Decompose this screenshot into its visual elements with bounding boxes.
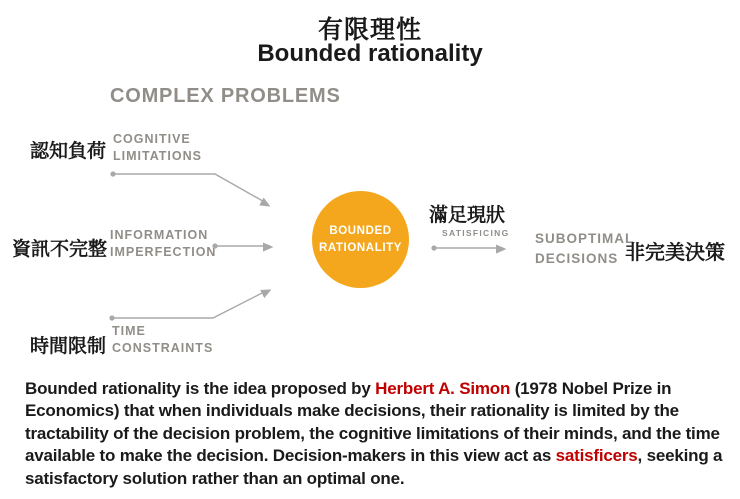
paragraph-text: , seeking a satisfactory solution rather than an optimal one.: [25, 446, 723, 488]
highlighted-term: Herbert A. Simon: [375, 379, 511, 398]
arrow-cognitive-to-center-icon: [113, 174, 268, 204]
title-chinese: 有限理性: [317, 16, 422, 44]
input-cognitive-en-label: [113, 131, 202, 165]
title-english: Bounded rationality: [257, 40, 483, 67]
circle-label-line1: BOUNDED: [329, 224, 392, 237]
arrow-time-to-center-icon: [112, 290, 268, 318]
suboptimal-decisions-label: [535, 229, 634, 269]
paragraph-text: (1978 Nobel Prize in Economics) that when individuals make decisions, their rationality is limited by the tractability of the decision problem, the cognitive limitations of their minds, and the time available to make the decision. Decision-makers in this view act as: [25, 379, 720, 466]
diagram-header-complex-problems: COMPLEX PROBLEMS: [110, 85, 341, 107]
input-information-zh-label: 資訊不完整: [12, 239, 108, 260]
satisficing-en-label: SATISFICING: [442, 228, 510, 238]
input-cognitive-zh-label: 認知負荷: [30, 141, 107, 162]
input-time-en-line1: TIME: [112, 324, 146, 338]
input-information-en-line1: INFORMATION: [110, 228, 209, 242]
paragraph-text: Bounded rationality is the idea proposed by: [25, 379, 376, 398]
suboptimal-line2: DECISIONS: [535, 251, 619, 266]
input-information-en-line2: IMPERFECTION: [110, 245, 217, 259]
input-cognitive-en-line2: LIMITATIONS: [113, 149, 202, 163]
bounded-rationality-circle: [312, 191, 409, 288]
input-information-en-label: [110, 227, 216, 261]
highlighted-term: satisficers: [555, 446, 638, 466]
input-time-en-line2: CONSTRAINTS: [112, 341, 214, 355]
circle-label-line2: RATIONALITY: [318, 241, 403, 254]
suboptimal-line1: SUBOPTIMAL: [535, 231, 635, 246]
input-time-zh-label: 時間限制: [30, 336, 107, 357]
satisficing-zh-label: 滿足現狀: [429, 205, 506, 226]
description-paragraph: [25, 378, 737, 490]
input-cognitive-en-line1: COGNITIVE: [113, 132, 191, 146]
suboptimal-zh-label: 非完美決策: [625, 242, 725, 264]
input-time-en-label: [112, 323, 213, 357]
